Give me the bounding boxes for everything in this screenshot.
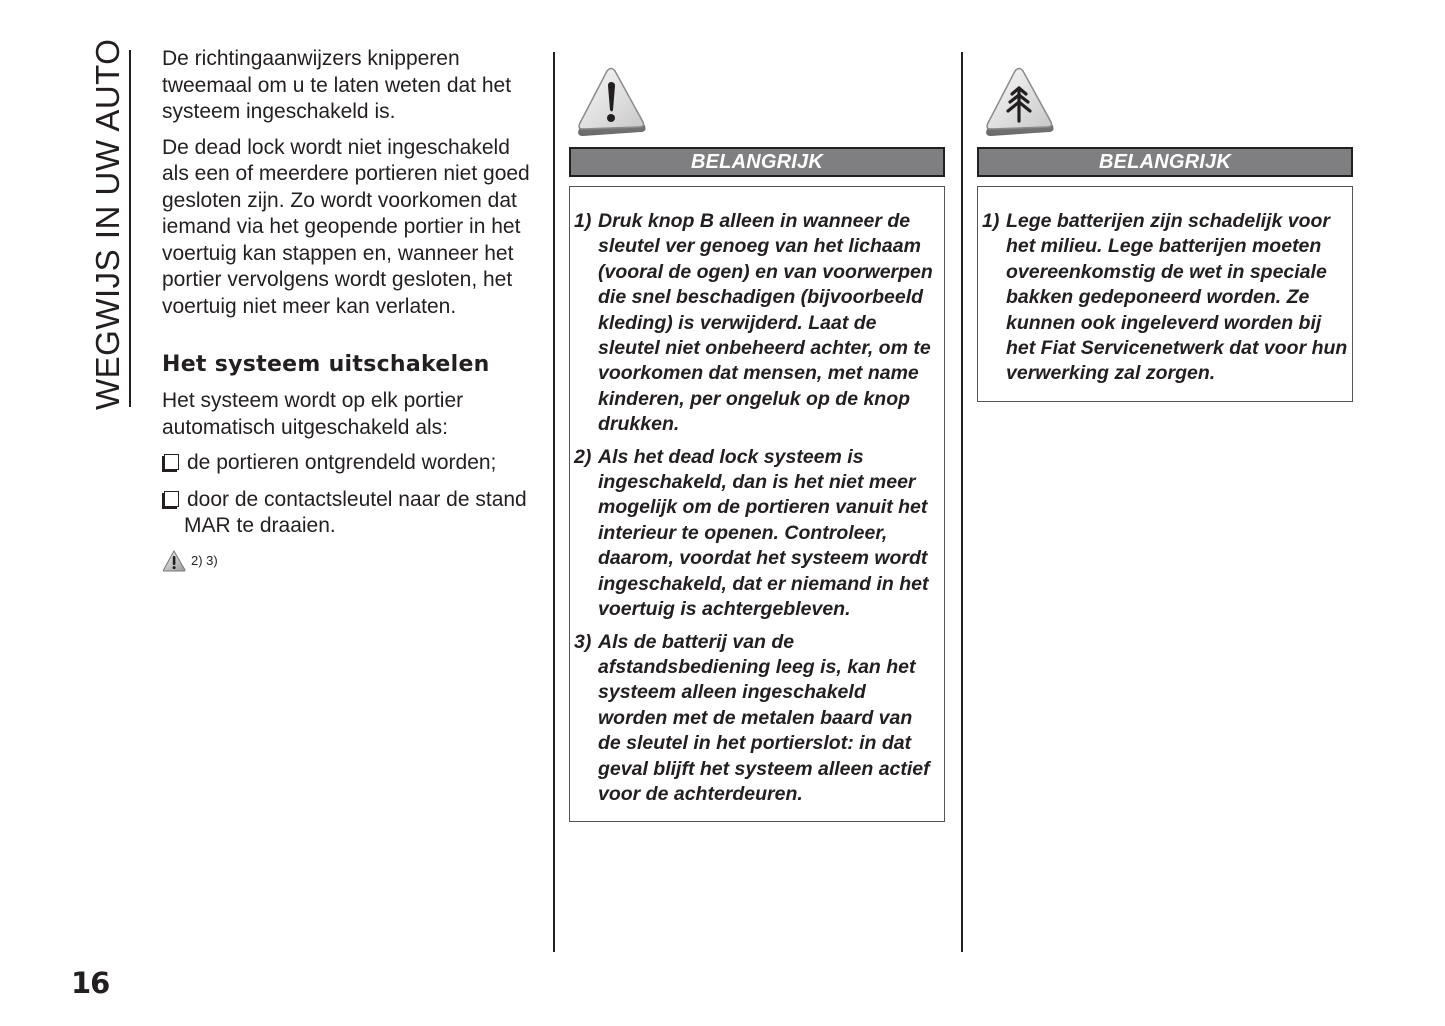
section-title-text: WEGWIJS IN UW AUTO xyxy=(89,38,126,410)
note-number: 1) xyxy=(574,210,592,232)
bullet-item xyxy=(162,450,542,477)
panel-header: BELANGRIJK xyxy=(569,147,945,177)
note-number: 3) xyxy=(574,630,592,653)
note-text: Als de batterij van de afstandsbediening leeg is, kan het systeem alleen ingeschakeld worden met de metalen baard van de sleutel in het portierslot: in dat geval blijft het systeem alleen actief voor de achterdeuren. xyxy=(598,630,930,805)
warning-panel xyxy=(569,66,945,822)
page-number: 16 xyxy=(71,966,110,1000)
main-text-column xyxy=(162,46,542,572)
warning-reference-numbers: 2) 3) xyxy=(191,553,218,568)
paragraph-indicators: De richtingaanwijzers knipperen tweemaal om u te laten weten dat het systeem ingeschakeld is. xyxy=(162,47,512,123)
note-text: Druk knop B alleen in wanneer de sleutel ver genoeg van het lichaam (vooral de ogen) en van voorwerpen die snel beschadigen (bijvoorbeeld kleding) is verwijderd. Laat de sleutel niet onbeheerd achter, om te voorkomen dat mensen, met name kinderen, per ongeluk op de knop drukken. xyxy=(598,210,933,436)
section-title xyxy=(86,38,130,410)
bullet-item xyxy=(162,487,542,540)
bullet-text: door de contactsleutel naar de stand MAR te draaien. xyxy=(184,487,527,537)
note-number: 1) xyxy=(982,210,1000,232)
note-item xyxy=(982,209,1348,387)
note-item xyxy=(574,630,940,808)
checkbox-bullet-icon xyxy=(164,491,179,507)
note-number: 2) xyxy=(574,445,592,468)
environment-panel xyxy=(977,66,1353,402)
warning-triangle-icon xyxy=(162,550,186,572)
warning-triangle-icon xyxy=(573,66,649,142)
environment-tree-icon xyxy=(981,66,1057,142)
panel-header: BELANGRIJK xyxy=(977,147,1353,177)
panel-body xyxy=(569,186,945,822)
note-text: Lege batterijen zijn schadelijk voor het milieu. Lege batterijen moeten overeenkomstig de wet in speciale bakken gedeponeerd worden. Ze kunnen ook ingeleverd worden bij het Fiat Servicenetwerk dat voor hun verwerking zal zorgen. xyxy=(1006,210,1348,385)
checkbox-bullet-icon xyxy=(164,454,179,470)
section-title-rule xyxy=(129,50,131,407)
note-item xyxy=(574,445,940,623)
bullet-text: de portieren ontgrendeld worden; xyxy=(187,451,497,474)
paragraph-dead-lock: De dead lock wordt niet ingeschakeld als een of meerdere portieren niet goed gesloten zijn. Zo wordt voorkomen dat iemand via het geopende portier in het voertuig kan stappen en, wanneer het portier vervolgens wordt gesloten, het voertuig niet meer kan verlaten. xyxy=(162,135,530,318)
warning-reference xyxy=(162,550,542,572)
note-item xyxy=(574,209,940,438)
paragraph-intro: Het systeem wordt op elk portier automatisch uitgeschakeld als: xyxy=(162,389,464,439)
column-divider xyxy=(961,52,963,952)
column-divider xyxy=(553,52,555,952)
note-text: Als het dead lock systeem is ingeschakeld, dan is het niet meer mogelijk om de portieren vanuit het interieur te openen. Controleer, daarom, voordat het systeem wordt ingeschakeld, dat er niemand in het voertuig is achtergebleven. xyxy=(598,445,929,621)
panel-body xyxy=(977,186,1353,402)
section-heading: Het systeem uitschakelen xyxy=(162,352,490,377)
